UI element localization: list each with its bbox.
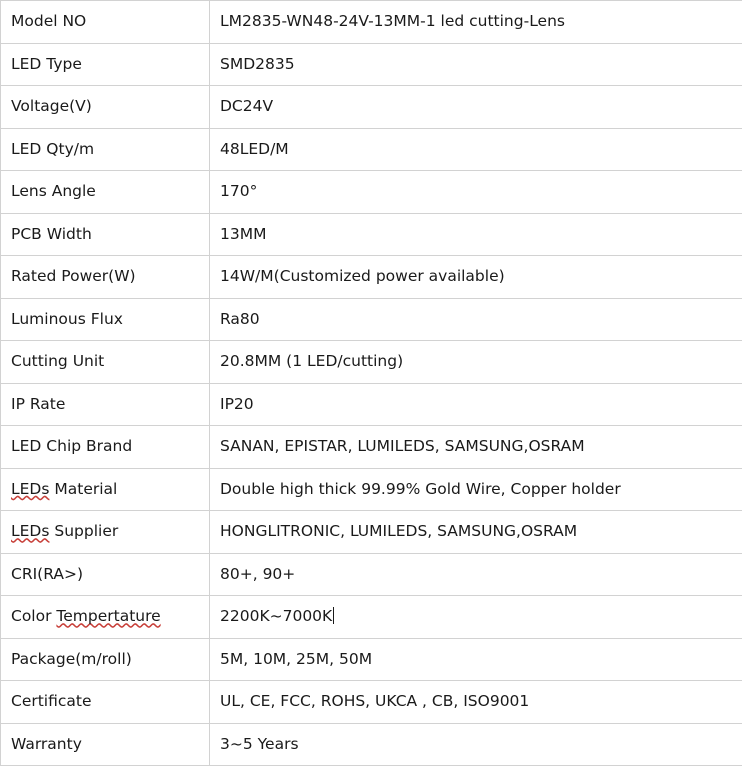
spec-value-text: LM2835-WN48-24V-13MM-1 led cutting-Lens (220, 12, 565, 30)
spec-value-cell[interactable] (210, 256, 742, 299)
table-row (1, 86, 742, 129)
text-cursor (333, 607, 334, 624)
spec-label-cell (1, 511, 210, 554)
spec-value-cell[interactable] (210, 638, 742, 681)
table-row (1, 596, 742, 639)
table-row (1, 171, 742, 214)
spec-label-text: Lens Angle (11, 182, 96, 200)
spec-value-text: SMD2835 (220, 55, 295, 73)
table-row (1, 298, 742, 341)
spec-label-text: PCB Width (11, 225, 92, 243)
spec-label-text: Luminous Flux (11, 310, 123, 328)
spec-label-text: IP Rate (11, 395, 65, 413)
table-row (1, 553, 742, 596)
spec-label-cell (1, 86, 210, 129)
spec-label-cell (1, 341, 210, 384)
spec-label-text: Model NO (11, 12, 86, 30)
spec-value-text: 14W/M(Customized power available) (220, 267, 505, 285)
spec-label-text: Warranty (11, 735, 82, 753)
spec-value-text: 20.8MM (1 LED/cutting) (220, 352, 403, 370)
spec-value-cell[interactable] (210, 426, 742, 469)
spec-value-text: HONGLITRONIC, LUMILEDS, SAMSUNG,OSRAM (220, 522, 577, 540)
spec-value-text: 5M, 10M, 25M, 50M (220, 650, 372, 668)
spec-value-cell[interactable] (210, 43, 742, 86)
spec-value-cell[interactable] (210, 681, 742, 724)
spec-value-cell[interactable] (210, 468, 742, 511)
table-row (1, 468, 742, 511)
spellcheck-underline: LEDs (11, 480, 49, 498)
table-row (1, 128, 742, 171)
spec-label-text: LED Chip Brand (11, 437, 132, 455)
table-row (1, 43, 742, 86)
spec-value-cell[interactable] (210, 341, 742, 384)
spec-label-text: CRI(RA>) (11, 565, 83, 583)
spec-label-text: Certificate (11, 692, 92, 710)
spec-label-cell (1, 43, 210, 86)
table-row (1, 383, 742, 426)
table-row (1, 213, 742, 256)
spec-label-cell (1, 426, 210, 469)
spec-label-cell (1, 681, 210, 724)
spec-value-text: DC24V (220, 97, 273, 115)
spec-value-cell[interactable] (210, 596, 742, 639)
spec-value-text: 170° (220, 182, 257, 200)
spec-value-cell[interactable] (210, 171, 742, 214)
spec-label-cell (1, 128, 210, 171)
spec-value-cell[interactable] (210, 86, 742, 129)
table-row (1, 638, 742, 681)
spec-label-cell (1, 553, 210, 596)
spec-value-text: 2200K~7000K (220, 607, 332, 625)
spec-label-text: LEDs Supplier (11, 522, 118, 540)
table-body (1, 1, 742, 766)
spec-value-text: UL, CE, FCC, ROHS, UKCA , CB, ISO9001 (220, 692, 529, 710)
spec-value-cell[interactable] (210, 298, 742, 341)
spec-value-text: 3~5 Years (220, 735, 299, 753)
table-row (1, 1, 742, 44)
spec-value-text: Double high thick 99.99% Gold Wire, Copper holder (220, 480, 621, 498)
spec-label-text: LEDs Material (11, 480, 117, 498)
spec-label-text: Package(m/roll) (11, 650, 132, 668)
spec-value-cell[interactable] (210, 553, 742, 596)
spec-label-cell (1, 638, 210, 681)
table-row (1, 723, 742, 766)
spec-label-cell (1, 298, 210, 341)
spec-value-cell[interactable] (210, 723, 742, 766)
spec-value-text: SANAN, EPISTAR, LUMILEDS, SAMSUNG,OSRAM (220, 437, 585, 455)
spec-label-text: Color Tempertature (11, 607, 161, 625)
spec-label-text: Rated Power(W) (11, 267, 136, 285)
spec-value-text: 48LED/M (220, 140, 289, 158)
spec-label-text: LED Qty/m (11, 140, 94, 158)
spec-value-cell[interactable] (210, 128, 742, 171)
spec-value-cell[interactable] (210, 213, 742, 256)
spellcheck-underline: LEDs (11, 522, 49, 540)
spec-label-cell (1, 256, 210, 299)
spec-label-cell (1, 383, 210, 426)
spec-value-text: Ra80 (220, 310, 260, 328)
spec-label-text: LED Type (11, 55, 82, 73)
spec-value-text: 13MM (220, 225, 266, 243)
table-row (1, 511, 742, 554)
spec-label-text: Cutting Unit (11, 352, 104, 370)
spec-label-cell (1, 723, 210, 766)
spec-label-text: Voltage(V) (11, 97, 92, 115)
table-row (1, 256, 742, 299)
spec-label-cell (1, 468, 210, 511)
table-row (1, 341, 742, 384)
spec-value-cell[interactable] (210, 511, 742, 554)
spec-label-cell (1, 213, 210, 256)
table-row (1, 426, 742, 469)
spec-value-text: IP20 (220, 395, 254, 413)
spec-value-cell[interactable] (210, 383, 742, 426)
spellcheck-underline: Tempertature (56, 607, 160, 625)
spec-label-cell (1, 1, 210, 44)
spec-label-cell (1, 596, 210, 639)
spec-value-text: 80+, 90+ (220, 565, 295, 583)
table-row (1, 681, 742, 724)
spec-label-cell (1, 171, 210, 214)
spec-value-cell[interactable] (210, 1, 742, 44)
